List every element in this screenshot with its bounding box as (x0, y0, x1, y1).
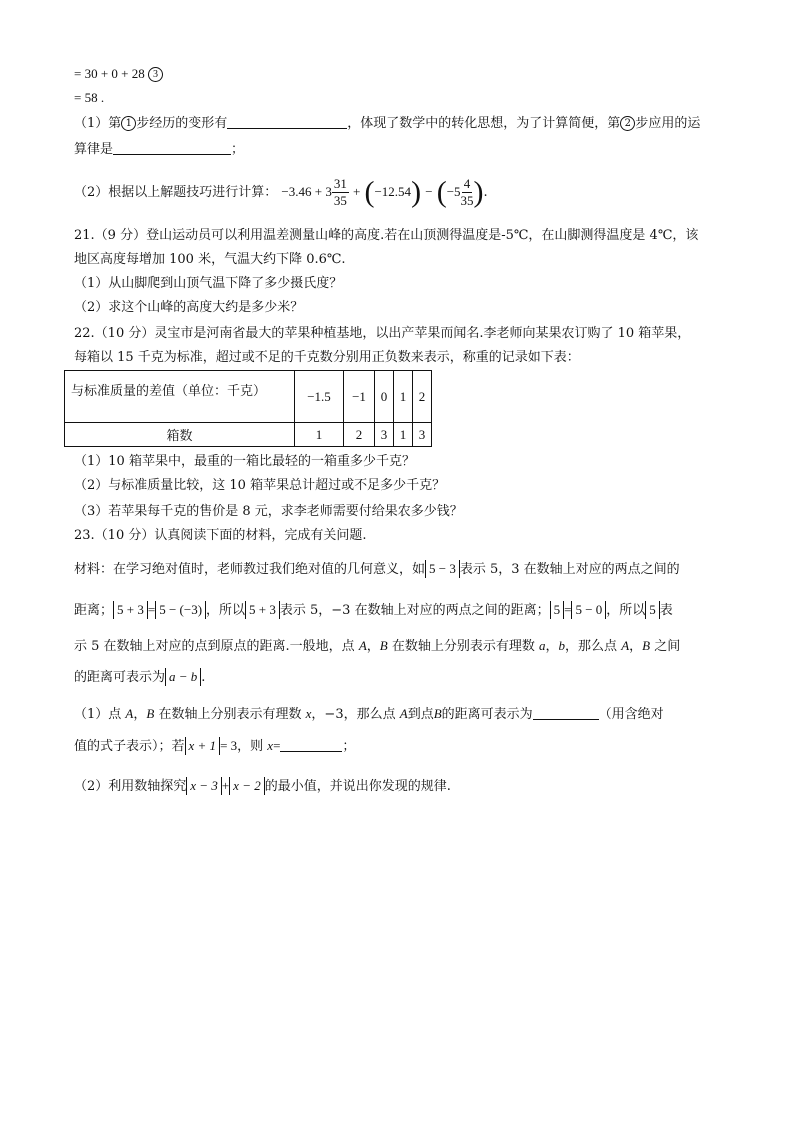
text: ，体现了数学中的转化思想，为了计算简便，第 (347, 116, 621, 131)
table-row (65, 371, 432, 423)
text: 步经历的变形有 (136, 116, 228, 131)
var: B (433, 706, 442, 721)
answer-blank[interactable] (227, 114, 347, 129)
abs-expression: 5 − 3 (425, 560, 460, 578)
q23-sub1-line1 (74, 704, 664, 725)
fraction (461, 176, 474, 209)
var: A (358, 638, 367, 653)
text: 在数轴上分别表示有理数 (158, 707, 302, 722)
text: ，−3，那么点 (311, 707, 396, 722)
q22-sub1: （1）10 箱苹果中，最重的一箱比最轻的一箱重多少千克？ (74, 454, 415, 469)
table-cell: 2 (344, 423, 375, 447)
table-cell: −1 (344, 371, 375, 423)
table-cell: 3 (375, 423, 394, 447)
text: 值的式子表示）；若 (74, 739, 185, 754)
q23-material-2 (74, 600, 673, 621)
text: （1）第 (74, 116, 122, 131)
expr: −3.46 + 3 (281, 184, 332, 199)
text: = (564, 602, 572, 617)
right-paren: ) (473, 175, 484, 209)
fraction (332, 176, 349, 209)
step-marker-1: 1 (121, 116, 136, 131)
text: ； (231, 142, 245, 157)
var: B (146, 706, 155, 721)
text: = (147, 602, 156, 617)
q21-sub1: （1）从山脚爬到山顶气温下降了多少摄氏度？ (74, 276, 343, 291)
text: 步应用的运 (635, 116, 701, 131)
expr: + (352, 184, 361, 199)
left-paren: ( (364, 175, 375, 209)
abs-expression: 5 + 3 (245, 601, 280, 619)
expr: − (425, 184, 433, 199)
apple-weight-table (64, 370, 432, 447)
q22-sub2: （2）与标准质量比较，这 10 箱苹果总计超过或不足多少千克？ (74, 478, 446, 493)
text: ， (133, 707, 147, 722)
var: A (399, 706, 408, 721)
q23-material-4 (74, 668, 205, 688)
numerator: 4 (463, 176, 471, 191)
abs-expression: a − b (165, 668, 201, 686)
expr: −5 (446, 184, 461, 199)
text: ，所以 (606, 603, 646, 618)
q21-line1: 21.（9 分）登山运动员可以利用温差测量山峰的高度.若在山顶测得温度是-5℃，在山脚测得温度是 4℃，该 (74, 228, 699, 243)
abs-expression: 5 − 0 (571, 601, 606, 619)
q20-sub1-line2 (74, 140, 244, 160)
q20-sub2 (74, 172, 488, 213)
table-row (65, 423, 432, 447)
left-paren: ( (436, 175, 447, 209)
var: B (379, 638, 388, 653)
text: 表示 5，−3 在数轴上对应的两点之间的距离； (279, 603, 550, 618)
text: ， (366, 639, 380, 654)
step-marker-3: 3 (148, 67, 163, 82)
q20-sub1-line1 (74, 114, 700, 134)
var: b (558, 638, 566, 653)
answer-blank[interactable] (533, 705, 599, 720)
table-cell: −1.5 (295, 371, 344, 423)
text: ， (629, 639, 643, 654)
table-cell: 1 (295, 423, 344, 447)
step-marker-2: 2 (620, 116, 635, 131)
text: 材料：在学习绝对值时，老师教过我们绝对值的几何意义，如 (74, 562, 426, 577)
table-header-boxes: 箱数 (65, 423, 295, 447)
abs-expression: x + 1 (185, 737, 221, 755)
var: A (125, 706, 134, 721)
var: A (621, 638, 630, 653)
text: = 3，则 (220, 738, 264, 753)
text: ， (545, 639, 559, 654)
var: x (305, 706, 312, 721)
table-cell: 1 (394, 423, 413, 447)
text: （2）根据以上解题技巧进行计算： (74, 185, 278, 200)
q23-sub1-line2 (74, 736, 355, 757)
text: . (201, 670, 206, 685)
abs-expression: 5 (645, 601, 660, 619)
text: 示 5 在数轴上对应的点到原点的距离.一般地，点 (74, 639, 355, 654)
var: a (539, 638, 546, 653)
abs-expression: x − 2 (229, 777, 265, 795)
q21-sub2: （2）求这个山峰的高度大约是多少米？ (74, 300, 304, 315)
abs-expression: 5 − (−3) (155, 601, 206, 619)
table-cell: 1 (394, 371, 413, 423)
text: . (483, 185, 488, 200)
q22-sub3: （3）若苹果每千克的售价是 8 元，求李老师需要付给果农多少钱？ (74, 504, 463, 519)
denominator: 35 (460, 193, 474, 208)
text: 表 (659, 603, 673, 618)
expr: −12.54 (374, 184, 412, 199)
text: = (273, 738, 281, 753)
text: 之间 (654, 639, 681, 654)
q21-line2: 地区高度每增加 100 米，气温大约下降 0.6℃. (74, 252, 346, 267)
q22-line2: 每箱以 15 千克为标准，超过或不足的千克数分别用正负数来表示，称重的记录如下表： (74, 350, 580, 365)
text: （2）利用数轴探究 (74, 779, 187, 794)
text: 到点 (407, 707, 434, 722)
var: x (267, 738, 274, 753)
table-cell: 3 (413, 423, 432, 447)
text: 的最小值，并说出你发现的规律. (264, 779, 451, 794)
table-header-diff: 与标准质量的差值（单位：千克） (65, 371, 295, 423)
q23-material-3 (74, 636, 680, 657)
q23-sub2 (74, 776, 451, 797)
abs-expression: x − 3 (186, 777, 222, 795)
text: 在数轴上分别表示有理数 (391, 639, 535, 654)
var: B (642, 638, 651, 653)
text: 表示 5，3 在数轴上对应的两点之间的 (459, 562, 680, 577)
text: ； (342, 739, 356, 754)
text: （1）点 (74, 707, 122, 722)
abs-expression: 5 (550, 601, 565, 619)
q23-line1: 23.（10 分）认真阅读下面的材料，完成有关问题. (74, 528, 367, 543)
text: 的距离可表示为 (441, 707, 533, 722)
calc-expression-1: = 30 + 0 + 28 (74, 66, 145, 81)
calc-line-2: = 58 . (74, 90, 105, 105)
answer-blank[interactable] (280, 737, 342, 752)
text: + (221, 778, 230, 793)
table-cell: 0 (375, 371, 394, 423)
abs-expression: 5 + 3 (113, 601, 148, 619)
numerator: 31 (333, 176, 347, 191)
text: ，所以 (206, 603, 246, 618)
calc-line-1 (74, 64, 163, 84)
text: （用含绝对 (598, 707, 664, 722)
q23-material-1 (74, 560, 680, 580)
denominator: 35 (333, 193, 347, 208)
q22-line1: 22.（10 分）灵宝市是河南省最大的苹果种植基地，以出产苹果而闻名.李老师向某果农订购了 10 箱苹果， (74, 326, 691, 341)
table-cell: 2 (413, 371, 432, 423)
text: ，那么点 (565, 639, 618, 654)
text: 距离； (74, 603, 114, 618)
answer-blank[interactable] (113, 140, 231, 155)
text: 算律是 (74, 142, 114, 157)
text: 的距离可表示为 (74, 670, 166, 685)
right-paren: ) (411, 175, 422, 209)
